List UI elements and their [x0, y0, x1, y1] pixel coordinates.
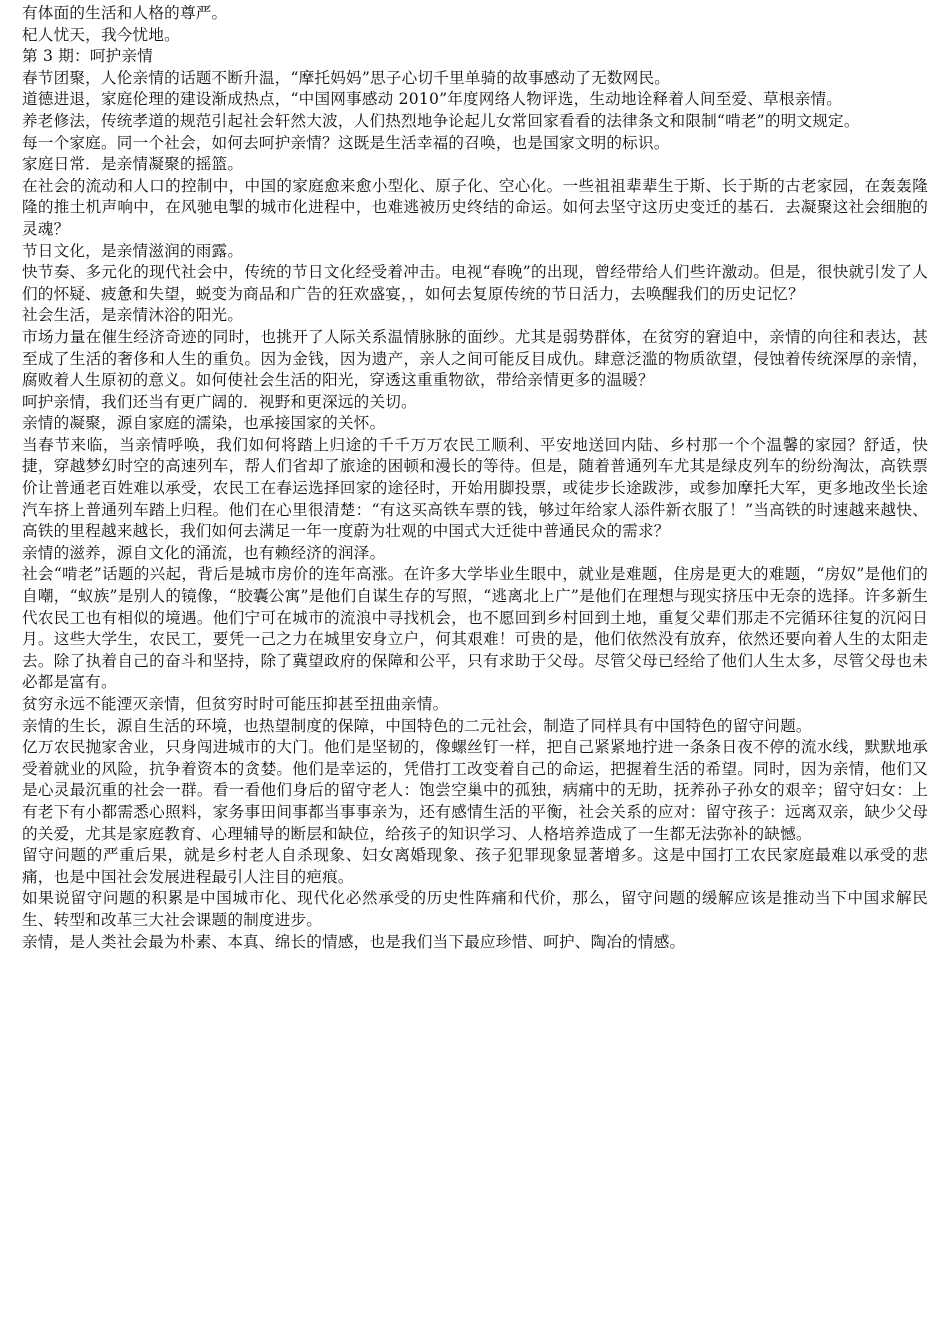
subheading-social-life: 社会生活，是亲情沐浴的阳光。	[22, 306, 244, 325]
paragraph-family-change: 在社会的流动和人口的控制中，中国的家庭愈来愈小型化、原子化、空心化。一些祖祖辈辈生于斯、长于斯的古老家园，在轰轰隆隆的推土机声响中，在风驰电掣的城市化进程中，也难逃被历史终结的命运。如何去坚守这历史变迁的基石．去凝聚这社会细胞的灵魂？	[22, 176, 928, 238]
paragraph-ethics: 道德进退，家庭伦理的建设渐成热点，“中国网事感动 2010”年度网络人物评选，生动地诠释着人间至爱、草根亲情。	[22, 90, 843, 109]
subheading-family-state: 亲情的凝聚，源自家庭的濡染，也承接国家的关怀。	[22, 414, 386, 433]
paragraph-market-force: 市场力量在催生经济奇迹的同时，也挑开了人际关系温情脉脉的面纱。尤其是弱势群体，在贫穷的窘迫中，亲情的向往和表达，甚至成了生活的奢侈和人生的重负。因为金钱，因为遗产，亲人之间可能反目成仇。肆意泛滥的物质欲望，侵蚀着传统深厚的亲情，腐败着人生原初的意义。如何使社会生活的阳光，穿透这重重物欲，带给亲情更多的温暖？	[22, 327, 928, 390]
issue-heading: 第 3 期：呵护亲情	[22, 47, 153, 66]
paragraph-festival-culture: 快节奏、多元化的现代社会中，传统的节日文化经受着冲击。电视“春晚”的出现，曾经带给人们些许激动。但是，很快就引发了人们的怀疑、疲惫和失望，蜕变为商品和广告的狂欢盛宴，，如何去复原传统的节日活力，去唤醒我们的历史记忆？	[22, 263, 928, 303]
paragraph-broader-view: 呵护亲情，我们还当有更广阔的．视野和更深远的关切。	[22, 392, 417, 411]
paragraph-spring-festival: 春节团聚，人伦亲情的话题不断升温，“摩托妈妈”思子心切千里单骑的故事感动了无数网民。	[22, 68, 671, 87]
paragraph-consequences: 留守问题的严重后果，就是乡村老人自杀现象、妇女离婚现象、孩子犯罪现象显著增多。这是中国打工农民家庭最难以承受的悲痛，也是中国社会发展进程最引人注目的疤痕。	[22, 846, 928, 886]
paragraph-poverty: 贫穷永远不能湮灭亲情，但贫穷时时可能压抑甚至扭曲亲情。	[22, 695, 449, 713]
paragraph-worry: 杞人忧天，我今忧地。	[22, 25, 180, 44]
paragraph-migrant-workers: 亿万农民抛家舍业，只身闯进城市的大门。他们是坚韧的，像螺丝钉一样，把自己紧紧地拧进一条条日夜不停的流水线，默默地承受着就业的风险，抗争着资本的贪婪。他们是幸运的，凭借打工改变着自己的命运，把握着生活的希望。同时，因为亲情，他们又是心灵最沉重的社会一群。看一看他们身后的留守老人：饱尝空巢中的孤独，病痛中的无助，抚养孙子孙女的艰辛；留守妇女：上有老下有小都需悉心照料，家务事田间事都当事事亲为，还有感情生活的平衡，社会关系的应对：留守孩子：远离双亲，缺少父母的关爱，尤其是家庭教育、心理辅导的断层和缺位，给孩子的知识学习、人格培养造成了一生都无法弥补的缺憾。	[22, 738, 928, 843]
paragraph-conclusion: 亲情，是人类社会最为朴素、本真、绵长的情感，也是我们当下最应珍惜、呵护、陶冶的情感。	[22, 932, 686, 951]
subheading-left-behind: 亲情的生长，源自生活的环境，也热望制度的保障，中国特色的二元社会，制造了同样具有中国特色的留守问题。	[22, 716, 812, 735]
paragraph-housing: 社会“啃老”话题的兴起，背后是城市房价的连年高涨。在许多大学毕业生眼中，就业是难题，住房是更大的难题，“房奴”是他们的自嘲，“蚁族”是别人的镜像，“胶囊公寓”是他们自谋生存的写照，“逃离北上广”是他们在理想与现实挤压中无奈的选择。许多新生代农民工也有相似的境遇。他们宁可在城市的流浪中寻找机会，也不愿回到乡村回到土地，重复父辈们那走不完循环往复的沉闷日月。这些大学生，农民工，要凭一己之力在城里安身立户，何其艰难！可贵的是，他们依然没有放弃，依然还要向着人生的太阳走去。除了执着自己的奋斗和坚持，除了冀望政府的保障和公平，只有求助于父母。尽管父母已经给了他们人生太多，尽管父母也未必都是富有。	[22, 565, 928, 692]
paragraph-each-family: 每一个家庭。同一个社会，如何去呵护亲情？这既是生活幸福的召唤，也是国家文明的标识。	[22, 133, 670, 152]
paragraph-elderly-law: 养老修法，传统孝道的规范引起社会轩然大波，人们热烈地争论起儿女常回家看看的法律条文和限制“啃老”的明文规定。	[22, 111, 860, 130]
subheading-culture-economy: 亲情的滋养，源自文化的涌流，也有赖经济的润泽。	[22, 543, 386, 562]
paragraph-dignity: 有体面的生活和人格的尊严。	[22, 4, 228, 22]
document-page	[22, 3, 928, 953]
paragraph-spring-travel: 当春节来临，当亲情呼唤，我们如何将踏上归途的千千万万农民工顺利、平安地送回内陆、乡村那一个个温馨的家园？舒适，快捷，穿越梦幻时空的高速列车，帮人们省却了旅途的困顿和漫长的等待。但是，随着普通列车尤其是绿皮列车的纷纷淘汰，高铁票价让普通老百姓难以承受，农民工在春运选择回家的途径时，开始用脚投票，或徒步长途跋涉，或参加摩托大军，更多地改坐长途汽车挤上普通列车踏上归程。他们在心里很清楚：“有这买高铁车票的钱，够过年给家人添件新衣服了！”当高铁的时速越来越快、高铁的里程越来越长，我们如何去满足一年一度蔚为壮观的中国式大迁徙中普通民众的需求？	[22, 435, 928, 541]
subheading-family-daily: 家庭日常．是亲情凝聚的摇篮。	[22, 155, 244, 174]
subheading-festival-culture: 节日文化，是亲情滋润的雨露。	[22, 241, 244, 260]
paragraph-institutional-progress: 如果说留守问题的积累是中国城市化、现代化必然承受的历史性阵痛和代价，那么，留守问题的缓解应该是推动当下中国求解民生、转型和改革三大社会课题的制度进步。	[22, 889, 928, 929]
